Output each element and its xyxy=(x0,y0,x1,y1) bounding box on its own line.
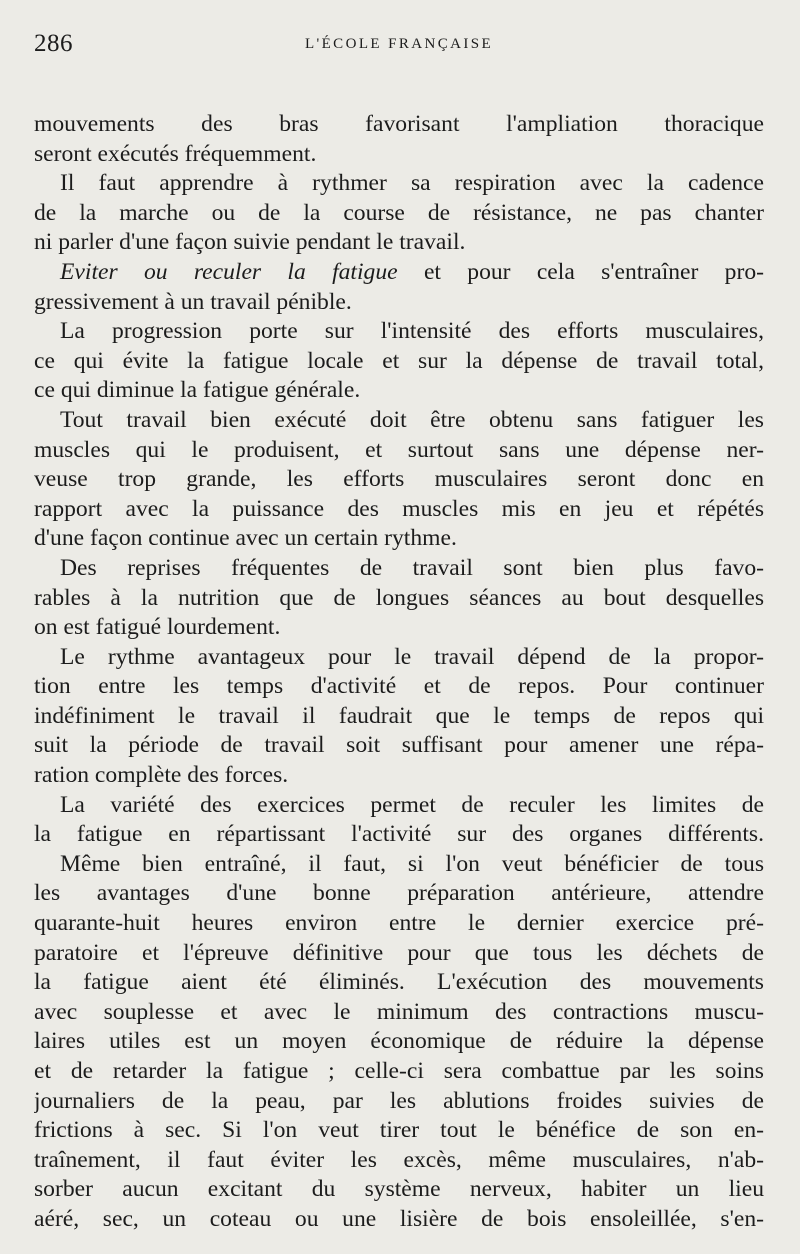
text-line: ration complète des forces. xyxy=(34,762,289,789)
text-line: rapport avec la puissance des muscles mis en jeu et répétés xyxy=(34,495,764,522)
text-line: Même bien entraîné, il faut, si l'on veut bénéficier de tous xyxy=(60,850,764,877)
text-line: traînement, il faut éviter les excès, même musculaires, n'ab- xyxy=(34,1146,764,1173)
text-line: ce qui évite la fatigue locale et sur la dépense de travail total, xyxy=(34,347,764,374)
text-line: de la marche ou de la course de résistance, ne pas chanter xyxy=(34,199,764,226)
text-line: avec souplesse et avec le minimum des contractions muscu- xyxy=(34,998,764,1025)
text-line: les avantages d'une bonne préparation antérieure, attendre xyxy=(34,880,764,907)
text-line: laires utiles est un moyen économique de réduire la dépense xyxy=(34,1028,764,1055)
text-line: tion entre les temps d'activité et de repos. Pour continuer xyxy=(34,673,764,700)
text-line: et de retarder la fatigue ; celle-ci sera combattue par les soins xyxy=(34,1058,764,1084)
text-line: quarante-huit heures environ entre le dernier exercice pré- xyxy=(34,910,764,937)
text-line: d'une façon continue avec un certain rythme. xyxy=(34,525,457,552)
running-head xyxy=(34,30,764,64)
text-line: gressivement à un travail pénible. xyxy=(34,288,352,315)
text-line: la fatigue en répartissant l'activité sur des organes différents. xyxy=(34,821,764,848)
emphasis-phrase: Eviter ou reculer la fatigue xyxy=(60,258,398,285)
text-line: Le rythme avantageux pour le travail dépend de la propor- xyxy=(60,643,764,670)
body-text xyxy=(34,110,764,1235)
text-line: paratoire et l'épreuve définitive pour que tous les déchets de xyxy=(34,939,764,966)
text-line: Il faut apprendre à rythmer sa respiration avec la cadence xyxy=(60,170,764,197)
text-line: aéré, sec, un coteau ou une lisière de bois ensoleillée, s'en- xyxy=(34,1205,764,1232)
text-line: la fatigue aient été éliminés. L'exécution des mouvements xyxy=(34,969,764,996)
text-line: Tout travail bien exécuté doit être obtenu sans fatiguer les xyxy=(60,406,764,433)
running-title: L'ÉCOLE FRANÇAISE xyxy=(304,36,494,52)
text-line: ni parler d'une façon suivie pendant le travail. xyxy=(34,229,466,256)
text-line: sorber aucun excitant du système nerveux, habiter un lieu xyxy=(34,1176,764,1203)
text-line-rest: et pour cela s'entraîner pro- xyxy=(423,258,764,285)
text-line: seront exécutés fréquemment. xyxy=(34,140,317,167)
page-number: 286 xyxy=(34,30,73,57)
text-line: veuse trop grande, les efforts musculaires seront donc en xyxy=(34,466,764,493)
text-line: ce qui diminue la fatigue générale. xyxy=(34,377,361,404)
text-line: muscles qui le produisent, et surtout sans une dépense ner- xyxy=(34,436,764,463)
text-line: on est fatigué lourdement. xyxy=(34,614,281,641)
text-line: journaliers de la peau, par les ablutions froides suivies de xyxy=(34,1087,764,1114)
text-line: La progression porte sur l'intensité des efforts musculaires, xyxy=(60,318,764,345)
text-line: mouvements des bras favorisant l'ampliation thoracique xyxy=(34,111,764,137)
text-line: indéfiniment le travail il faudrait que le temps de repos qui xyxy=(34,702,764,729)
text-line: rables à la nutrition que de longues séances au bout desquelles xyxy=(34,584,764,611)
text-line-with-emphasis xyxy=(34,258,764,288)
text-line: Des reprises fréquentes de travail sont bien plus favo- xyxy=(60,554,764,581)
text-line: suit la période de travail soit suffisant pour amener une répa- xyxy=(34,732,764,759)
text-line: La variété des exercices permet de reculer les limites de xyxy=(60,791,764,818)
text-line: frictions à sec. Si l'on veut tirer tout le bénéfice de son en- xyxy=(34,1117,764,1144)
